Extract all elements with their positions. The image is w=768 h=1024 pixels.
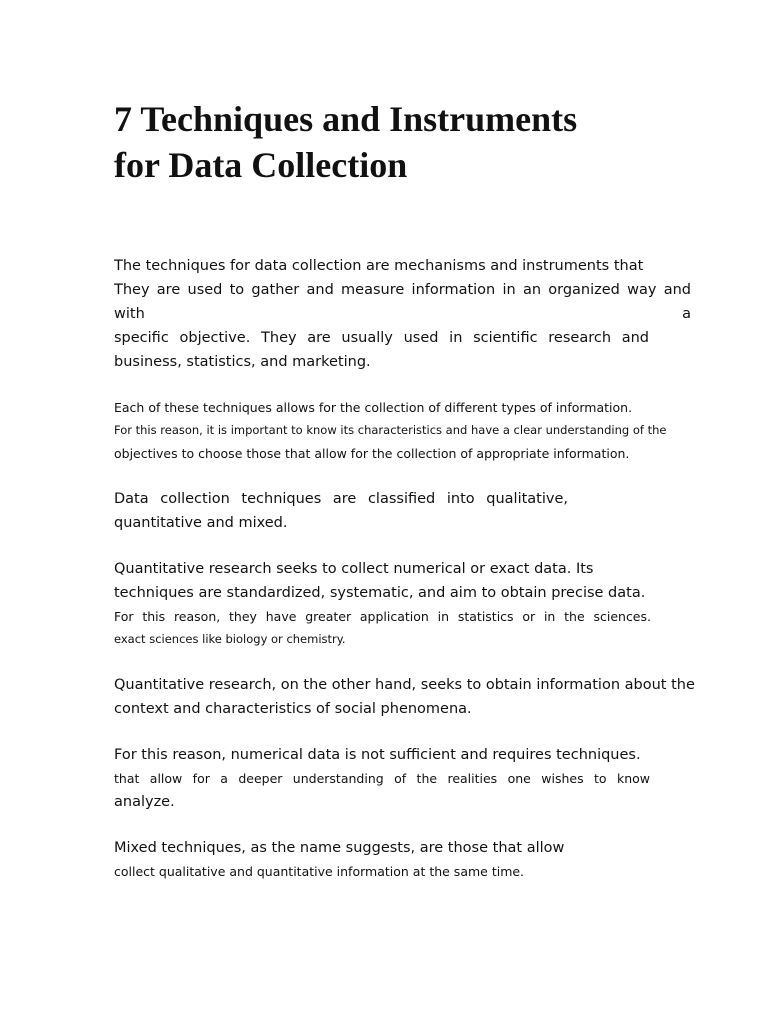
paragraph-classification xyxy=(114,487,694,535)
text-line: Mixed techniques, as the name suggests, are those that allow xyxy=(114,840,565,856)
text-line: business, statistics, and marketing. xyxy=(114,354,371,370)
text-line: Data collection techniques are classified into qualitative, xyxy=(114,491,568,507)
text-line: For this reason, they have greater application in statistics or in the sciences. xyxy=(114,609,651,624)
text-line: quantitative and mixed. xyxy=(114,515,288,531)
text-line: specific objective. They are usually used in scientific research and xyxy=(114,330,649,346)
text-line: Quantitative research seeks to collect numerical or exact data. Its xyxy=(114,561,594,577)
paragraph-mixed xyxy=(114,836,694,883)
text-line: Quantitative research, on the other hand, seeks to obtain information about the xyxy=(114,677,695,693)
text-line: objectives to choose those that allow for the collection of appropriate information. xyxy=(114,446,630,461)
text-line: collect qualitative and quantitative information at the same time. xyxy=(114,864,525,879)
paragraph-qualitative xyxy=(114,673,694,721)
text-line: analyze. xyxy=(114,794,175,810)
document-title xyxy=(114,96,694,188)
document-page xyxy=(114,96,694,905)
title-line: for Data Collection xyxy=(114,145,408,185)
text-line: exact sciences like biology or chemistry. xyxy=(114,632,346,646)
paragraph-quantitative xyxy=(114,557,694,651)
text-line: For this reason, it is important to know its characteristics and have a clear understanding of the xyxy=(114,423,667,437)
text-line: They are used to gather and measure information in an organized way and with a xyxy=(114,282,691,322)
text-line: The techniques for data collection are mechanisms and instruments that xyxy=(114,258,644,274)
text-line: context and characteristics of social phenomena. xyxy=(114,701,472,717)
text-line: Each of these techniques allows for the collection of different types of information. xyxy=(114,400,633,415)
paragraph-definition xyxy=(114,254,694,374)
paragraph-numerical-data xyxy=(114,743,694,814)
paragraph-information-types xyxy=(114,396,694,465)
title-line: 7 Techniques and Instruments xyxy=(114,99,578,139)
text-line: For this reason, numerical data is not sufficient and requires techniques. xyxy=(114,747,641,763)
text-line: techniques are standardized, systematic, and aim to obtain precise data. xyxy=(114,585,646,601)
text-line: that allow for a deeper understanding of the realities one wishes to know xyxy=(114,771,650,786)
